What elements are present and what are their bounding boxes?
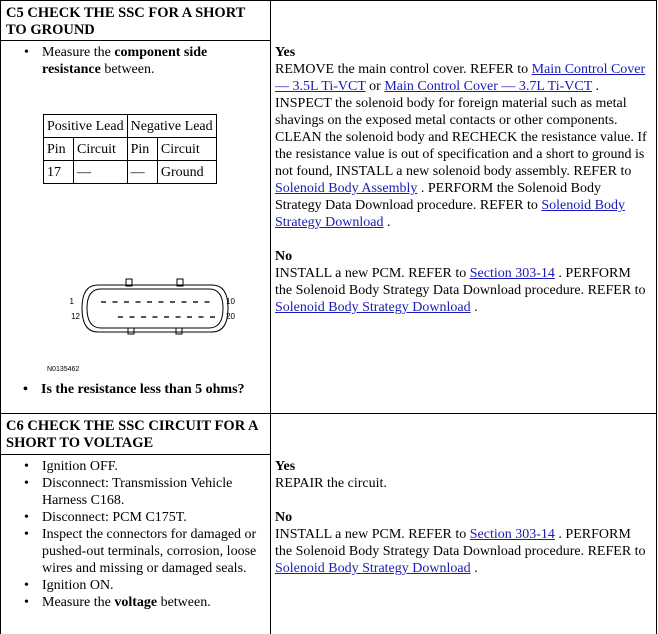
c6-step: • Ignition OFF.: [22, 458, 266, 475]
c6-steps: [22, 458, 266, 611]
table-row: [44, 161, 217, 184]
positive-lead-header: Positive Lead: [44, 115, 128, 138]
table-border-right: [656, 0, 657, 634]
column-header: Circuit: [157, 138, 216, 161]
c5-title: C5 CHECK THE SSC FOR A SHORT TO GROUND: [6, 5, 246, 38]
pin-label-12: 12: [71, 312, 80, 321]
c5-yes-text: REMOVE the main control cover. REFER to Main Control Cover — 3.5L Ti-VCT or Main Control Cover — 3.7L Ti-VCT . INSPECT the solenoid body for foreign material such as metal shavings on the exposed metal contacts or other components. CLEAN the solenoid body and RECHECK the resistance value. If the resistance value is out of specification and a short to ground is not found, INSTALL a new solenoid body assembly. REFER to Solenoid Body Assembly . PERFORM the Solenoid Body Strategy Data Download procedure. REFER to Solenoid Body Strategy Download .: [275, 62, 647, 230]
table-border-left: [0, 0, 1, 634]
link-section-303-14[interactable]: Section 303-14: [469, 266, 555, 281]
pin-slot: [205, 301, 210, 303]
spacer: [275, 231, 651, 248]
c5-steps: [22, 44, 266, 78]
pin-slot: [153, 316, 158, 318]
pin-slot: [113, 301, 118, 303]
c6-title: C6 CHECK THE SSC CIRCUIT FOR A SHORT TO VOLTAGE: [6, 418, 258, 451]
table-cell: 17: [44, 161, 74, 184]
c6-no-text: INSTALL a new PCM. REFER to Section 303-14 . PERFORM the Solenoid Body Strategy Data Download procedure. REFER to Solenoid Body Strategy Download .: [275, 527, 646, 576]
link-solenoid-body-strategy-download[interactable]: Solenoid Body Strategy Download: [275, 561, 471, 576]
pin-slot: [170, 301, 175, 303]
pin-slot: [164, 316, 169, 318]
link-section-303-14[interactable]: Section 303-14: [469, 527, 555, 542]
figure-code: N0135462: [47, 366, 80, 373]
link-main-control-cover-35[interactable]: Main Control Cover — 3.5L Ti-VCT: [275, 62, 646, 94]
c5-no-label: No: [275, 249, 293, 264]
c6-no-label: No: [275, 510, 293, 525]
pin-row-top: [101, 301, 210, 303]
pin-table: [43, 114, 217, 184]
pin-label-20: 20: [226, 312, 235, 321]
pin-slot: [147, 301, 152, 303]
pin-slot: [130, 316, 135, 318]
pin-slot: [136, 301, 141, 303]
pin-row-bottom: [118, 316, 215, 318]
c5-question: • Is the resistance less than 5 ohms?: [41, 381, 245, 398]
spacer: [275, 492, 651, 509]
table-border-top: [0, 0, 657, 1]
connector-key-left: [128, 328, 134, 334]
table-row: [44, 115, 217, 138]
c5-yes-label: Yes: [275, 45, 296, 60]
c6-step: • Measure the voltage between.: [22, 594, 266, 611]
column-header: Circuit: [74, 138, 128, 161]
link-solenoid-body-assembly[interactable]: Solenoid Body Assembly: [275, 181, 418, 196]
c6-title-divider: [0, 454, 271, 455]
table-row: [44, 138, 217, 161]
c6-step: • Disconnect: PCM C175T.: [22, 509, 266, 526]
c5-no-text: INSTALL a new PCM. REFER to Section 303-14 . PERFORM the Solenoid Body Strategy Data Download procedure. REFER to Solenoid Body Strategy Download .: [275, 266, 646, 315]
pin-slot: [159, 301, 164, 303]
c6-step: • Inspect the connectors for damaged or pushed-out terminals, corrosion, loose wires and missing or damaged seals.: [22, 526, 266, 577]
c6-yes-label: Yes: [275, 459, 296, 474]
link-solenoid-body-strategy-download[interactable]: Solenoid Body Strategy Download: [275, 300, 471, 315]
c6-step: • Ignition ON.: [22, 577, 266, 594]
connector-diagram: [60, 270, 250, 340]
pin-slot: [187, 316, 192, 318]
link-solenoid-body-strategy-download[interactable]: Solenoid Body Strategy Download: [275, 198, 625, 230]
table-cell: —: [127, 161, 157, 184]
column-header: Pin: [44, 138, 74, 161]
pin-label-10: 10: [226, 297, 235, 306]
connector-outer-shell: [82, 285, 228, 332]
pin-slot: [141, 316, 146, 318]
link-main-control-cover-37[interactable]: Main Control Cover — 3.7L Ti-VCT: [384, 79, 592, 94]
c6-step: • Disconnect: Transmission Vehicle Harness C168.: [22, 475, 266, 509]
pin-slot: [182, 301, 187, 303]
row-divider: [0, 413, 657, 414]
pin-slot: [176, 316, 181, 318]
c5-title-divider: [0, 40, 271, 41]
column-header: Pin: [127, 138, 157, 161]
connector-key-right: [176, 328, 182, 334]
pin-slot: [199, 316, 204, 318]
pin-label-1: 1: [69, 297, 74, 306]
negative-lead-header: Negative Lead: [127, 115, 216, 138]
pin-slot: [124, 301, 129, 303]
pin-slot: [101, 301, 106, 303]
c5-step: • Measure the component side resistance between.: [22, 44, 266, 78]
pin-slot: [118, 316, 123, 318]
pin-slot: [193, 301, 198, 303]
c5-result: [275, 44, 651, 316]
c6-result: [275, 458, 651, 577]
pin-slot: [210, 316, 215, 318]
c6-yes-text: REPAIR the circuit.: [275, 476, 387, 491]
table-cell: Ground: [157, 161, 216, 184]
connector-inner-shell: [87, 289, 223, 328]
table-cell: —: [74, 161, 128, 184]
table-border-middle: [270, 0, 271, 634]
